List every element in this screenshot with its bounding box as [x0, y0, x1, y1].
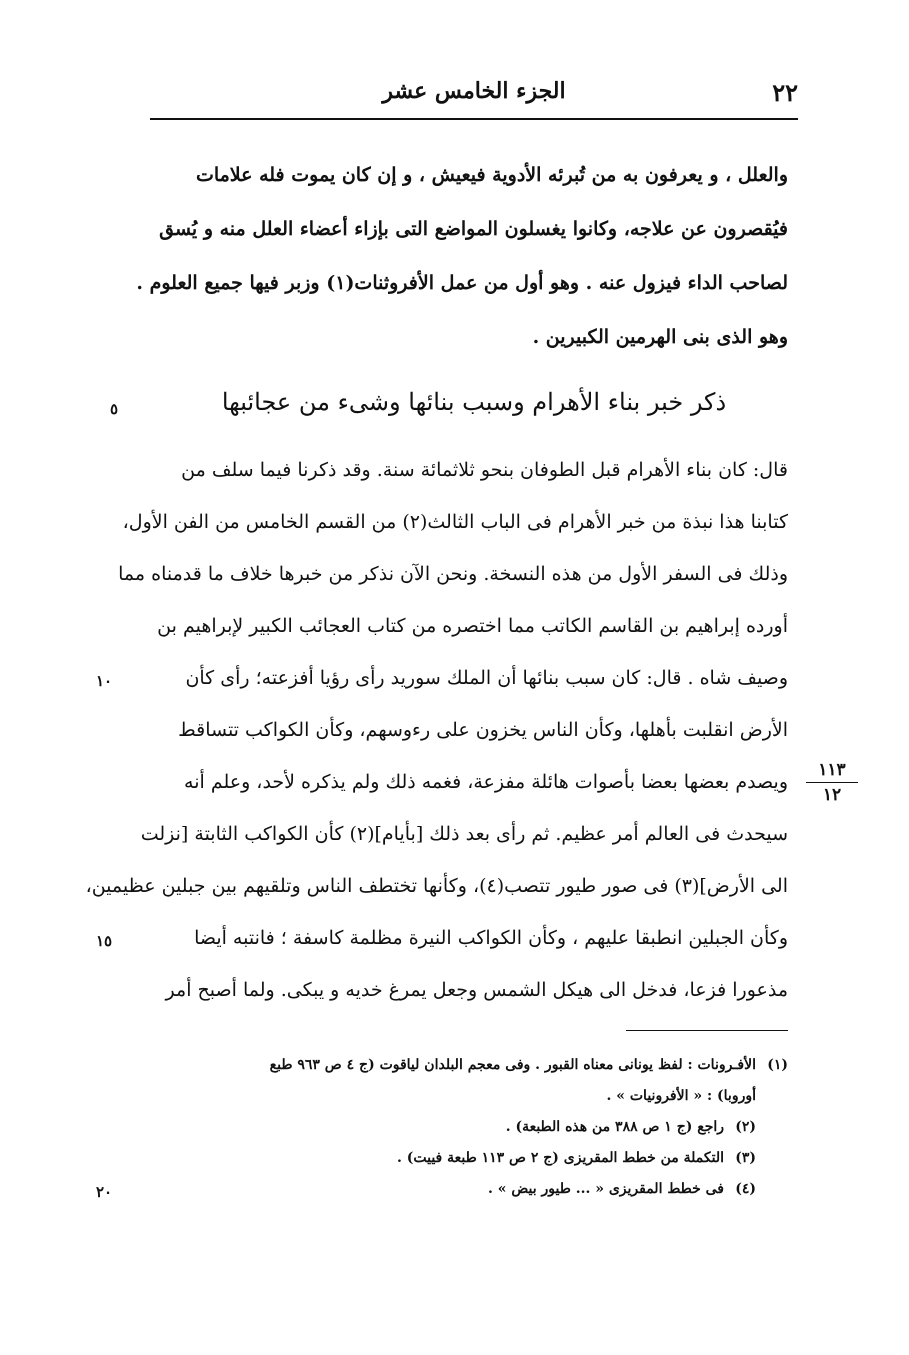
line-number-5: ٥ [110, 400, 119, 418]
text-line: مذعورا فزعا، فدخل الى هيكل الشمس وجعل يمرغ خديه و يبكى. ولما أصبح أمر [165, 979, 788, 1001]
text-line: وذلك فى السفر الأول من هذه النسخة. ونحن الآن نذكر من خبرها خلاف ما قدمناه مما [118, 563, 788, 585]
text-line: وصيف شاه . قال: كان سبب بنائها أن الملك سوريد رأى رؤيا أفزعته؛ رأى كأن [185, 667, 788, 689]
footnote-text: التكملة من خطط المقريزى (ج ٢ ص ١١٣ طبعة فييت) . [396, 1150, 724, 1166]
footnote-text: فى خطط المقريزى « ... طيور بيض » . [487, 1181, 724, 1197]
footnote-continuation [160, 1081, 788, 1112]
section-heading: ذكر خبر بناء الأهرام وسبب بنائها وشىء من عجائبها [221, 388, 727, 416]
text-line: الى الأرض](٣) فى صور طيور تتصب(٤)، وكأنها تختطف الناس وتلقيهم بين جبلين عظيمين، [85, 875, 788, 897]
source-folio-reference [806, 760, 858, 805]
footnote-number: (٤) [735, 1181, 756, 1197]
text-line: لصاحب الداء فيزول عنه . وهو أول من عمل الأفروثنات(١) وزبر فيها جميع العلوم . [136, 272, 788, 294]
text-line: وهو الذى بنى الهرمين الكبيرين . [532, 326, 788, 348]
running-head: الجزء الخامس عشر [382, 78, 566, 104]
text-line: الأرض انقلبت بأهلها، وكأن الناس يخزون على رءوسهم، وكأن الكواكب تتساقط [178, 719, 788, 741]
text-line: سيحدث فى العالم أمر عظيم. ثم رأى بعد ذلك [بأيام](٢) كأن الكواكب الثابتة [نزلت [140, 823, 788, 845]
folio-top: ١١٣ [806, 760, 858, 783]
text-line: فيُقصرون عن علاجه، وكانوا يغسلون المواضع التى بإزاء أعضاء العلل منه و يُسق [159, 218, 788, 240]
footnote [160, 1050, 788, 1081]
footnote-rule [626, 1030, 788, 1031]
footnote [160, 1143, 788, 1174]
paragraph-intro [136, 148, 788, 364]
footnotes [160, 1050, 788, 1205]
page-number: ٢٢ [772, 78, 798, 107]
footnote-text: أوروبا) : « الأفرونيات » . [606, 1088, 756, 1104]
text-line: كتابنا هذا نبذة من خبر الأهرام فى الباب الثالث(٢) من القسم الخامس من الفن الأول، [122, 511, 788, 533]
text-line: وكأن الجبلين انطبقا عليهم ، وكأن الكواكب النيرة مظلمة كاسفة ؛ فانتبه أيضا [194, 927, 788, 949]
page-header [150, 72, 798, 122]
line-number-10: ١٠ [96, 672, 113, 690]
text-line: قال: كان بناء الأهرام قبل الطوفان بنحو ثلاثمائة سنة. وقد ذكرنا فيما سلف من [181, 459, 788, 481]
footnote-number: (٣) [735, 1150, 756, 1166]
text-line: ويصدم بعضها بعضا بأصوات هائلة مفزعة، فغمه ذلك ولم يذكره لأحد، وعلم أنه [184, 771, 788, 793]
line-number-20: ٢٠ [96, 1183, 113, 1201]
text-line: والعلل ، و يعرفون به من تُبرئه الأدوية فيعيش ، و إن كان يموت فله علامات [195, 164, 788, 186]
footnote-number: (٢) [735, 1119, 756, 1135]
folio-bottom: ١٢ [822, 785, 842, 805]
footnote-text: راجع (ج ١ ص ٣٨٨ من هذه الطبعة) . [505, 1119, 724, 1135]
footnote-number: (١) [767, 1057, 788, 1073]
footnote-text: الأفـرونات : لفظ يونانى معناه القبور . وفى معجم البلدان لياقوت (ج ٤ ص ٩٦٣ طبع [269, 1057, 756, 1073]
footnote [160, 1174, 788, 1205]
line-number-15: ١٥ [96, 932, 113, 950]
footnote [160, 1112, 788, 1143]
header-rule [150, 118, 798, 120]
text-line: أورده إبراهيم بن القاسم الكاتب مما اختصره من كتاب العجائب الكبير لإبراهيم بن [157, 615, 788, 637]
